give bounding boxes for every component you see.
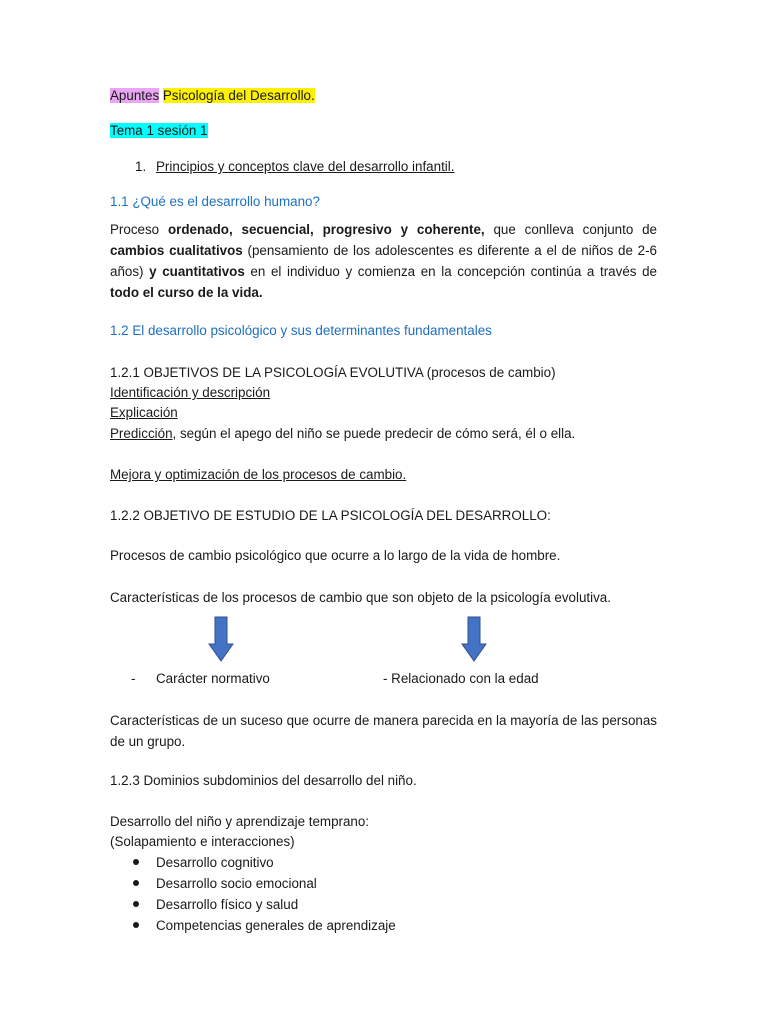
paragraph-human-development: [110, 219, 657, 303]
domains-note: (Solapamiento e interacciones): [110, 834, 295, 849]
p-part: en el individuo y comienza en la concepción continúa a través de: [244, 264, 657, 279]
age-related: - Relacionado con la edad: [383, 671, 539, 686]
subsection-1-2-1-heading: 1.2.1 OBJETIVOS DE LA PSICOLOGÍA EVOLUTIVA (procesos de cambio): [110, 365, 556, 380]
normative-character: Carácter normativo: [156, 671, 270, 686]
subsection-1-2-2-heading: 1.2.2 OBJETIVO DE ESTUDIO DE LA PSICOLOGÍA DEL DESARROLLO:: [110, 508, 551, 523]
p-part: Proceso: [110, 222, 168, 237]
p-part: que conlleva conjunto de: [484, 222, 658, 237]
p-part-bold: todo el curso de la vida.: [110, 285, 263, 300]
prediction-text: , según el apego del niño se puede predecir de cómo será, él o ella.: [172, 426, 576, 441]
subsection-1-1-heading: 1.1 ¿Qué es el desarrollo humano?: [110, 194, 320, 209]
list-item: Competencias generales de aprendizaje: [156, 918, 396, 933]
p-part-bold: y cuantitativos: [149, 264, 245, 279]
apuntes-label: Apuntes: [110, 88, 160, 103]
objective-identification: Identificación y descripción: [110, 385, 271, 400]
list-item: Desarrollo socio emocional: [156, 876, 317, 891]
objective-explanation: Explicación: [110, 405, 178, 420]
bullet-dot: [133, 901, 139, 907]
session-label: [110, 122, 208, 140]
list-item: Desarrollo físico y salud: [156, 897, 299, 912]
p-part-bold: cambios cualitativos: [110, 243, 243, 258]
subsection-1-2-3-heading: 1.2.3 Dominios subdominios del desarrollo del niño.: [110, 773, 417, 788]
subsection-1-2-heading: 1.2 El desarrollo psicológico y sus determinantes fundamentales: [110, 323, 492, 338]
down-arrow-icon: [461, 616, 487, 662]
prediction-label: Predicción: [110, 426, 173, 441]
bullet-dot: [133, 880, 139, 886]
change-process-text: Procesos de cambio psicológico que ocurre a lo largo de la vida de hombre.: [110, 548, 561, 563]
characteristics-text: Características de los procesos de cambio que son objeto de la psicología evolutiva.: [110, 590, 611, 605]
objective-prediction: [110, 425, 575, 443]
section-heading: Principios y conceptos clave del desarrollo infantil.: [156, 159, 455, 174]
list-item: Desarrollo cognitivo: [156, 855, 274, 870]
dash-marker: -: [131, 671, 136, 686]
bullet-dot: [133, 922, 139, 928]
subject-title: Psicología del Desarrollo.: [162, 88, 315, 103]
bullet-dot: [133, 859, 139, 865]
domains-intro: Desarrollo del niño y aprendizaje temprano:: [110, 814, 370, 829]
down-arrow-icon: [208, 616, 234, 662]
session-text: Tema 1 sesión 1: [110, 123, 208, 138]
p-part-bold: ordenado, secuencial, progresivo y coherente,: [167, 222, 485, 237]
objective-improvement: Mejora y optimización de los procesos de cambio.: [110, 467, 407, 482]
p-part: (pensamiento de los adolescentes es diferente a el de niños de 2-6 años): [110, 243, 657, 279]
section-number: 1.: [135, 159, 147, 174]
definition-paragraph: Características de un suceso que ocurre de manera parecida en la mayoría de las personas de un grupo.: [110, 713, 657, 749]
document-title: [110, 87, 315, 105]
